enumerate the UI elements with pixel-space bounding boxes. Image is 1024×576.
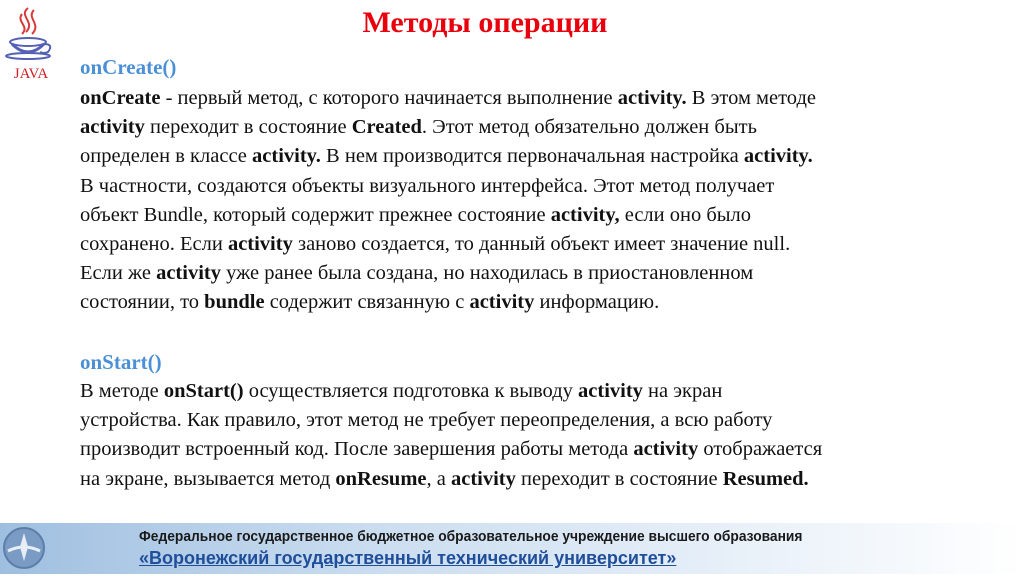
bold-term: activity	[469, 291, 535, 314]
section-body-onstart	[80, 377, 822, 494]
university-emblem-icon	[2, 525, 46, 571]
text-span: содержит связанную с	[264, 291, 470, 314]
bold-term: activity,	[550, 203, 620, 226]
text-span: заново создается, то данный объект имеет значение null.	[292, 233, 791, 256]
bold-term: onStart()	[163, 380, 244, 402]
text-line	[80, 288, 816, 317]
bold-term: activity	[227, 233, 293, 256]
text-span: объект Bundle, который содержит прежнее состояние	[80, 203, 551, 226]
footer-university-name: «Воронежский государственный технический университет»	[139, 548, 677, 568]
text-span: сохранено. Если	[80, 233, 228, 256]
section-body-oncreate	[80, 84, 816, 318]
text-line	[80, 406, 822, 435]
text-span: определен в классе	[80, 145, 253, 168]
text-span: В нем производится первоначальная настройка	[320, 145, 744, 168]
text-line	[80, 465, 822, 494]
text-span: если оно было	[619, 203, 752, 226]
footer-band	[0, 523, 1024, 574]
text-span: , а	[426, 467, 451, 490]
text-line	[80, 201, 816, 230]
text-span: переходит в состояние	[144, 116, 352, 139]
bold-term: activity	[156, 262, 221, 285]
bold-term: activity	[578, 380, 643, 402]
bold-term: activity.	[743, 145, 813, 168]
text-line	[80, 142, 816, 171]
bold-term: Resumed.	[722, 467, 809, 490]
text-span: производит встроенный код. После завершения работы метода	[80, 438, 634, 461]
text-span: уже ранее была создана, но находилась в приостановленном	[220, 262, 754, 285]
text-line	[80, 84, 816, 113]
text-span: на экран	[642, 380, 723, 402]
text-span: информацию.	[534, 291, 660, 314]
text-line	[80, 259, 816, 288]
text-span: на экране, вызывается метод	[80, 467, 336, 490]
text-line	[80, 113, 816, 142]
text-span: - первый метод, с которого начинается выполнение	[160, 87, 618, 109]
bold-term: activity.	[252, 145, 321, 168]
text-line	[80, 435, 822, 464]
bold-term: onResume	[335, 467, 427, 490]
bold-term: onCreate	[80, 87, 161, 109]
text-line	[80, 377, 822, 406]
section-heading-onstart: onStart()	[80, 350, 162, 374]
bold-term: activity	[450, 467, 516, 490]
text-line	[80, 230, 816, 259]
bold-term: activity.	[617, 87, 687, 109]
text-span: Если же	[80, 262, 157, 285]
bold-term: activity	[80, 116, 145, 139]
text-span: В методе	[80, 380, 164, 402]
text-span: состоянии, то	[80, 291, 205, 314]
section-heading-oncreate: onCreate()	[80, 55, 177, 79]
text-line	[80, 172, 816, 201]
text-span: осуществляется подготовка к выводу	[243, 380, 579, 402]
text-span: В частности, создаются объекты визуального интерфейса. Этот метод получает	[80, 174, 775, 197]
text-span: переходит в состояние	[515, 467, 723, 490]
text-span: отображается	[698, 438, 823, 461]
bold-term: Created	[351, 116, 422, 139]
bold-term: activity	[633, 438, 699, 461]
text-span: В этом методе	[686, 87, 816, 109]
bold-term: bundle	[204, 291, 265, 314]
text-span: . Этот метод обязательно должен быть	[421, 116, 757, 139]
footer-institution-type: Федеральное государственное бюджетное образовательное учреждение высшего образования	[139, 528, 803, 545]
slide-title: Методы операции	[362, 6, 608, 39]
text-span: устройства. Как правило, этот метод не требует переопределения, а всю работу	[80, 409, 773, 432]
java-logo-text: JAVA	[13, 66, 49, 82]
